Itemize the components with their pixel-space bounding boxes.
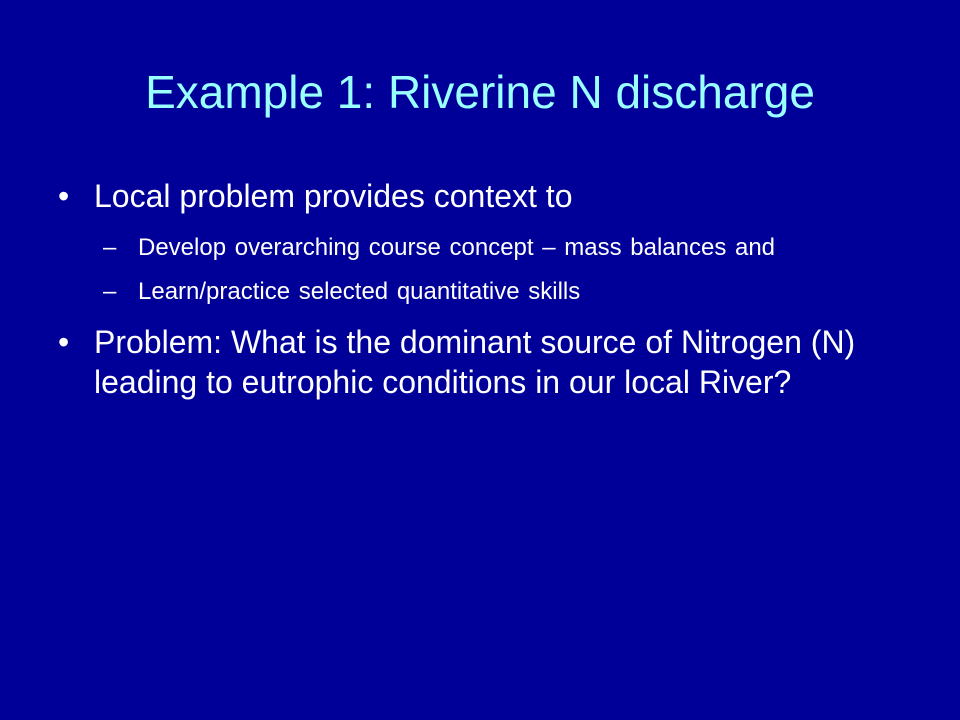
- slide-body: [58, 176, 918, 402]
- bullet-item: [58, 176, 918, 216]
- sub-bullet-text: Develop overarching course concept – mass balances and: [138, 234, 776, 261]
- dash-icon: –: [103, 234, 117, 261]
- sub-bullet-text: Learn/practice selected quantitative skills: [138, 278, 581, 305]
- slide-title: Example 1: Riverine N discharge: [145, 66, 815, 118]
- bullet-text: Local problem provides context to: [94, 178, 573, 214]
- sub-bullet-item: [58, 232, 918, 264]
- bullet-text: Problem: What is the dominant source of Nitrogen (N) leading to eutrophic conditions in our local River?: [94, 324, 856, 400]
- bullet-icon: •: [58, 178, 70, 214]
- bullet-item: [58, 322, 918, 402]
- dash-icon: –: [103, 278, 117, 305]
- sub-bullet-item: [58, 276, 918, 308]
- bullet-icon: •: [58, 324, 70, 360]
